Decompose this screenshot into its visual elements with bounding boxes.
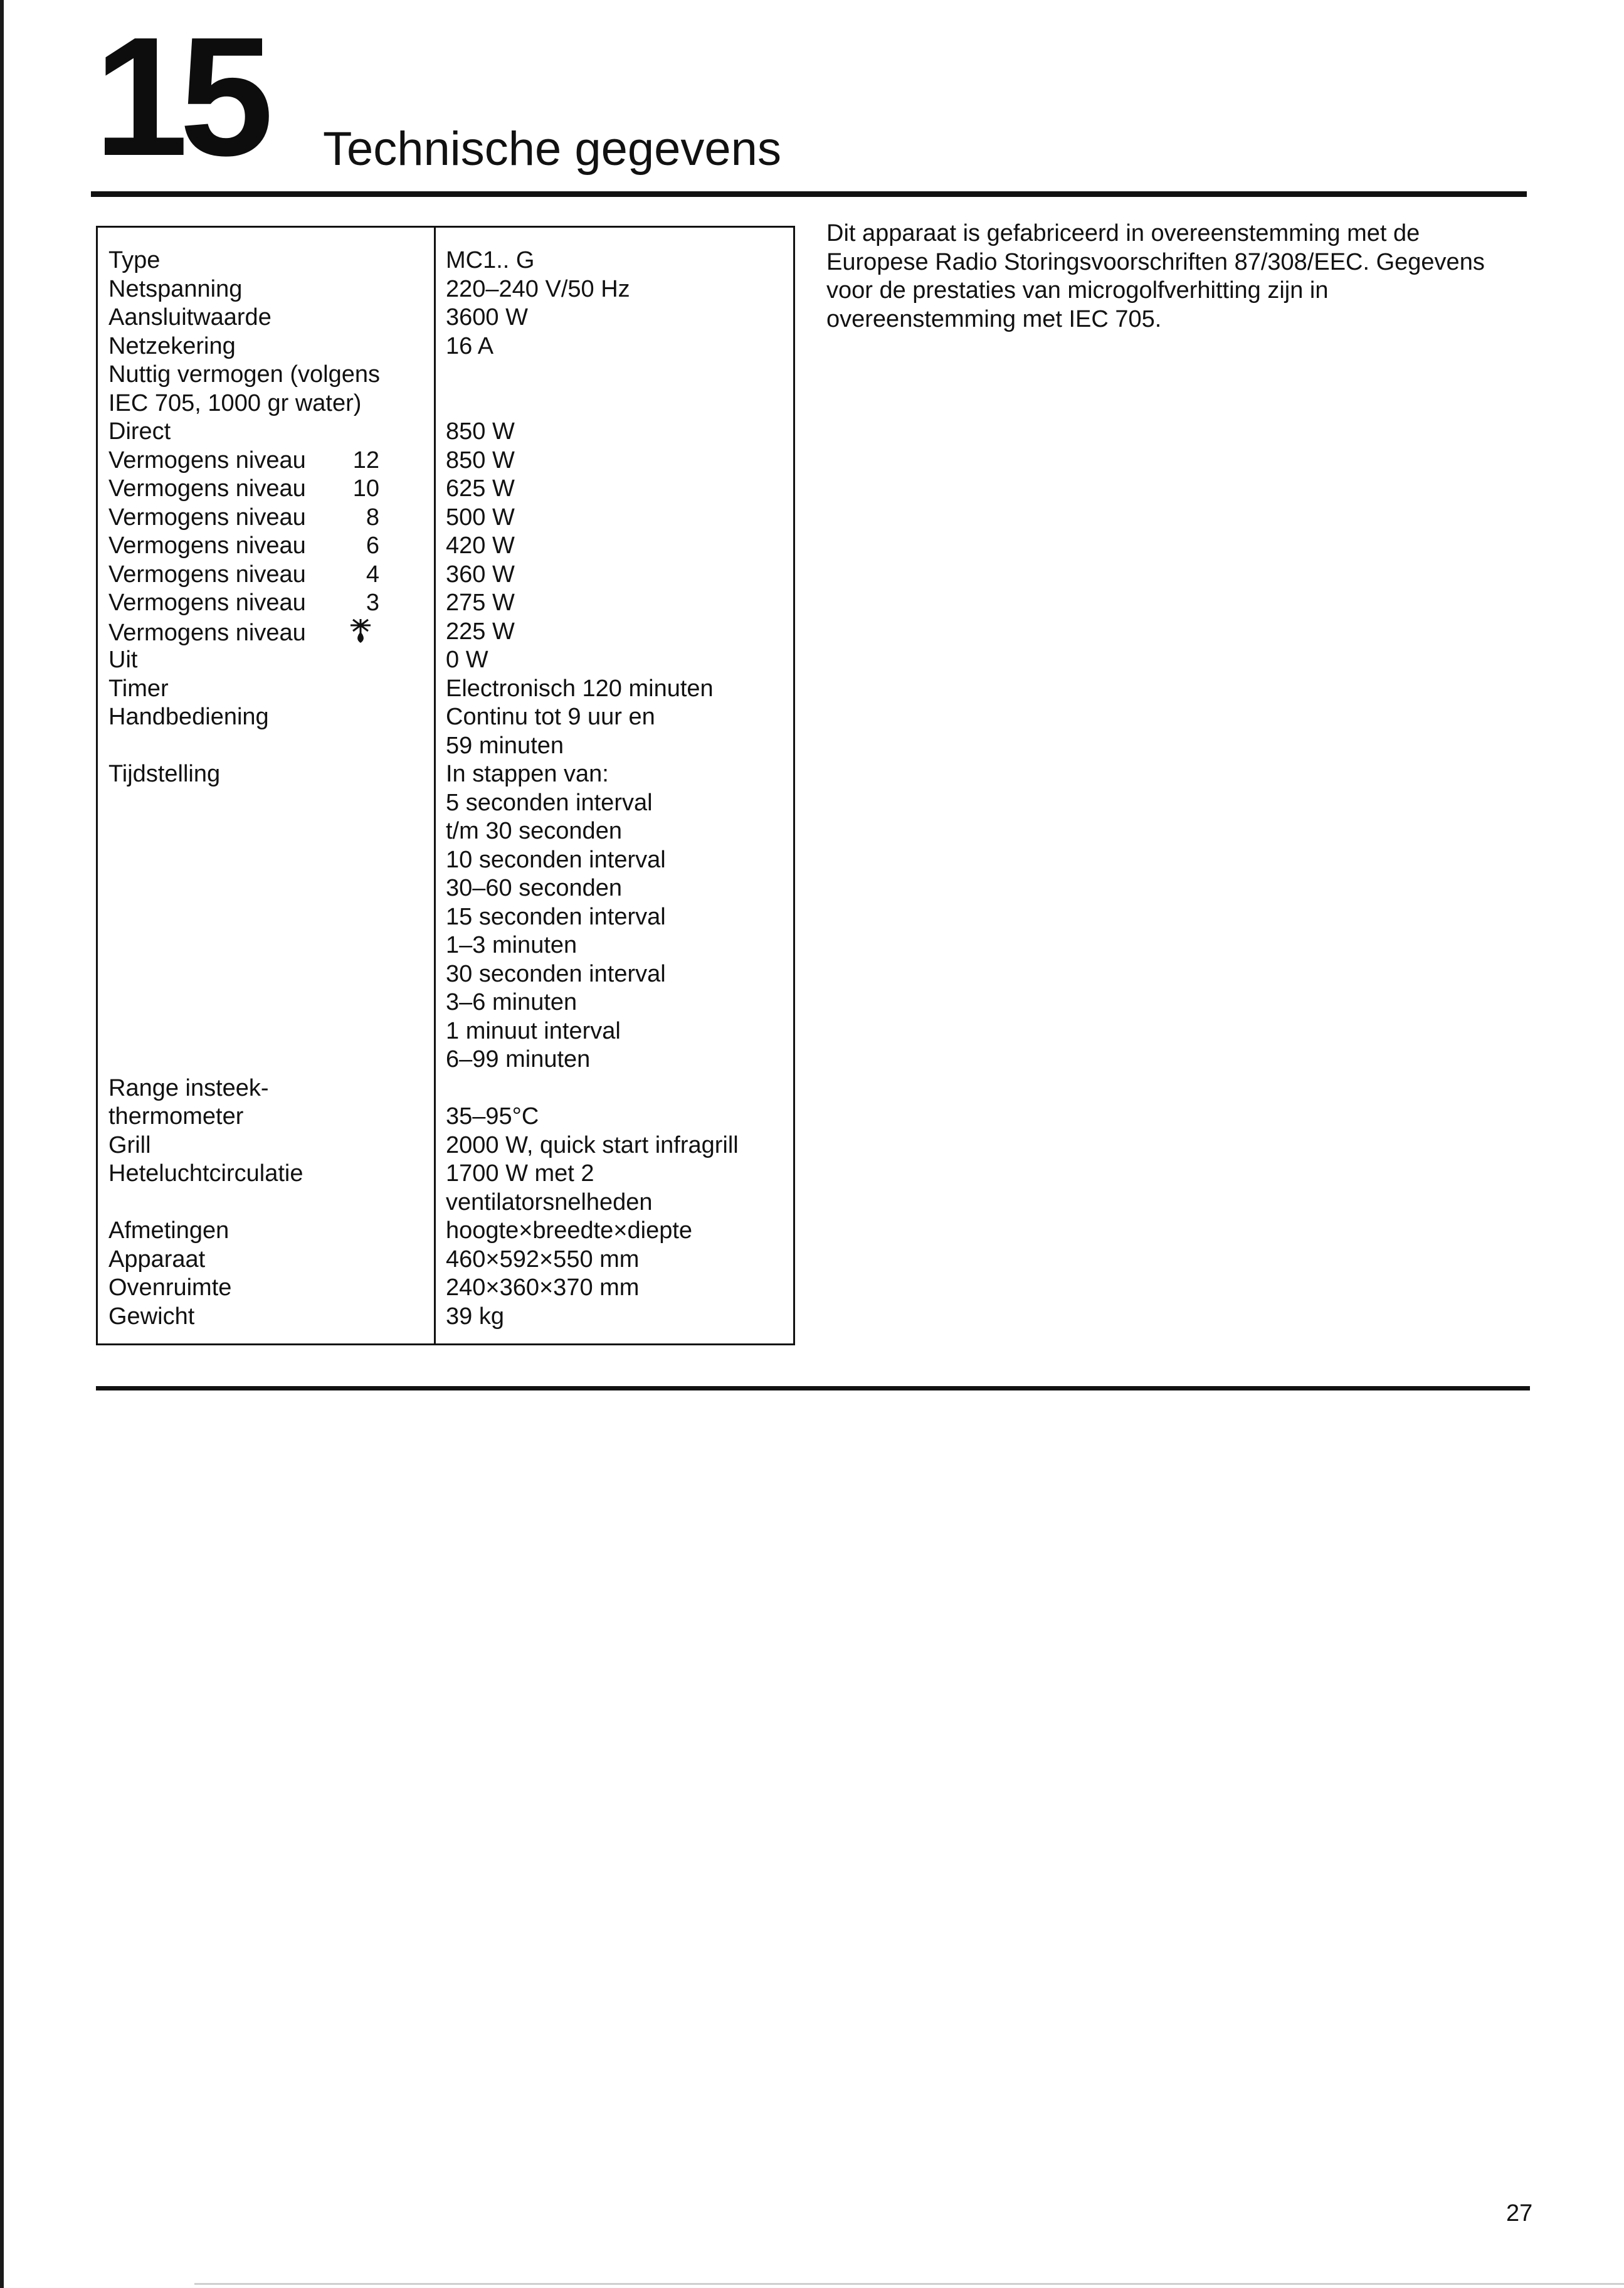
label-aansluitwaarde: Aansluitwaarde <box>108 304 272 331</box>
spec-table <box>96 226 795 1345</box>
page-number: 27 <box>1506 2200 1533 2227</box>
label-niveau-3: Vermogens niveau 3 <box>108 590 379 616</box>
defrost-icon <box>348 618 373 652</box>
label-ovenruimte: Ovenruimte <box>108 1274 232 1301</box>
label-timer: Timer <box>108 675 169 702</box>
compliance-note: Dit apparaat is gefabriceerd in overeenstemming met de Europese Radio Storingsvoorschriften 87/308/EEC. Gegevens voor de prestaties van microgolfverhitting zijn in overeenstemming met IEC 705. <box>826 220 1485 332</box>
value-tijdstelling-3: 10 seconden interval <box>446 846 666 873</box>
spec-labels-column <box>108 246 428 1331</box>
label-niveau-12: Vermogens niveau 12 <box>108 447 379 474</box>
value-netspanning: 220–240 V/50 Hz <box>446 275 630 302</box>
value-netzekering: 16 A <box>446 332 494 359</box>
value-hetelucht-cont: ventilatorsnelheden <box>446 1189 653 1216</box>
value-ovenruimte: 240×360×370 mm <box>446 1274 640 1301</box>
value-niveau-defrost: 225 W <box>446 618 515 645</box>
chapter-number: 15 <box>94 3 265 191</box>
value-niveau-12: 850 W <box>446 447 515 474</box>
label-netspanning: Netspanning <box>108 275 243 302</box>
value-direct: 850 W <box>446 418 515 445</box>
value-hetelucht: 1700 W met 2 <box>446 1160 594 1187</box>
heading-rule <box>91 191 1527 197</box>
label-niveau-8: Vermogens niveau 8 <box>108 504 379 531</box>
value-niveau-6: 420 W <box>446 532 515 559</box>
value-handbediening: Continu tot 9 uur en <box>446 704 655 730</box>
label-niveau-4: Vermogens niveau 4 <box>108 561 379 588</box>
value-gewicht: 39 kg <box>446 1303 504 1330</box>
column-divider <box>434 228 436 1343</box>
value-afmetingen: hoogte×breedte×diepte <box>446 1217 693 1244</box>
value-handbediening-cont: 59 minuten <box>446 732 564 759</box>
value-type: MC1.. G <box>446 247 535 273</box>
section-end-rule <box>96 1386 1530 1390</box>
value-tijdstelling-5: 15 seconden interval <box>446 903 666 930</box>
label-niveau-10: Vermogens niveau 10 <box>108 475 379 502</box>
value-thermometer: 35–95°C <box>446 1103 539 1130</box>
label-direct: Direct <box>108 418 171 445</box>
page-edge <box>0 0 4 2288</box>
label-grill: Grill <box>108 1131 151 1158</box>
label-range: Range insteek- <box>108 1074 269 1101</box>
value-tijdstelling-2: t/m 30 seconden <box>446 818 622 844</box>
page-bottom-edge <box>194 2283 1624 2285</box>
value-uit: 0 W <box>446 647 488 673</box>
chapter-title: Technische gegevens <box>323 122 781 176</box>
value-apparaat: 460×592×550 mm <box>446 1246 640 1273</box>
value-niveau-3: 275 W <box>446 590 515 616</box>
value-tijdstelling-4: 30–60 seconden <box>446 875 623 901</box>
value-tijdstelling-1: 5 seconden interval <box>446 789 653 816</box>
value-tijdstelling-0: In stappen van: <box>446 761 609 787</box>
label-handbediening: Handbediening <box>108 704 269 730</box>
label-tijdstelling: Tijdstelling <box>108 761 221 787</box>
label-nuttig-vermogen: Nuttig vermogen (volgens <box>108 361 380 388</box>
label-nuttig-vermogen-cont: IEC 705, 1000 gr water) <box>108 389 362 416</box>
value-tijdstelling-7: 30 seconden interval <box>446 960 666 987</box>
value-aansluitwaarde: 3600 W <box>446 304 528 331</box>
value-tijdstelling-9: 1 minuut interval <box>446 1017 621 1044</box>
spec-values-column <box>446 246 788 1331</box>
value-tijdstelling-8: 3–6 minuten <box>446 989 577 1015</box>
label-apparaat: Apparaat <box>108 1246 206 1273</box>
label-heteluchtcirculatie: Heteluchtcirculatie <box>108 1160 303 1187</box>
value-niveau-4: 360 W <box>446 561 515 588</box>
label-netzekering: Netzekering <box>108 332 236 359</box>
label-afmetingen: Afmetingen <box>108 1217 229 1244</box>
label-thermometer: thermometer <box>108 1103 244 1130</box>
label-niveau-defrost: Vermogens niveau <box>108 618 428 647</box>
value-niveau-8: 500 W <box>446 504 515 531</box>
value-tijdstelling-10: 6–99 minuten <box>446 1046 591 1072</box>
label-type: Type <box>108 247 161 273</box>
value-grill: 2000 W, quick start infragrill <box>446 1131 739 1158</box>
value-tijdstelling-6: 1–3 minuten <box>446 932 577 958</box>
label-uit: Uit <box>108 647 138 673</box>
value-niveau-10: 625 W <box>446 475 515 502</box>
label-gewicht: Gewicht <box>108 1303 195 1330</box>
value-timer: Electronisch 120 minuten <box>446 675 714 702</box>
label-niveau-6: Vermogens niveau 6 <box>108 532 379 559</box>
